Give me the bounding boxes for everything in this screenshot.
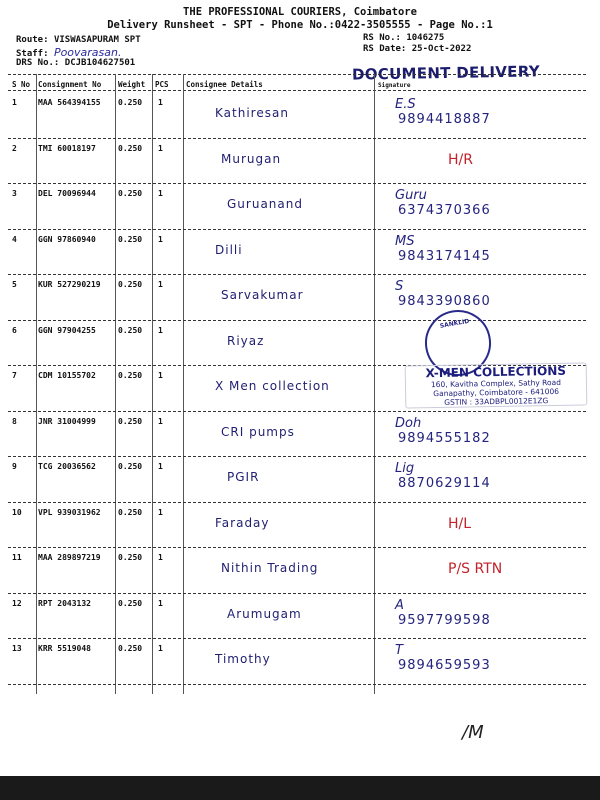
document-delivery-stamp: DOCUMENT DELIVERY <box>351 62 541 84</box>
row-separator <box>8 502 586 503</box>
col-pcs: PCS <box>155 80 169 89</box>
row-separator <box>8 229 586 230</box>
row-consignment-no: RPT 2043132 <box>38 598 91 608</box>
row-consignment-no: MAA 289897219 <box>38 553 101 562</box>
col-divider <box>115 74 116 694</box>
col-divider <box>152 74 153 694</box>
row-weight: 0.250 <box>118 598 143 608</box>
row-sno: 13 <box>12 644 22 653</box>
xmen-stamp-title: X-MEN COLLECTIONS <box>425 363 567 381</box>
row-status-mark: P/S RTN <box>448 561 503 577</box>
row-signature-phone: 8870629114 <box>398 476 491 491</box>
row-weight: 0.250 <box>118 553 143 562</box>
row-sno: 1 <box>12 98 17 107</box>
drs-label: DRS No.: <box>16 58 60 68</box>
row-signature-phone: 9894555182 <box>398 430 491 446</box>
row-sno: 12 <box>12 598 22 608</box>
row-weight: 0.250 <box>118 98 143 107</box>
company-title: THE PROFESSIONAL COURIERS, Coimbatore <box>183 6 417 18</box>
xmen-stamp-gstin: GSTIN : 33ADBPL0012E1ZG <box>444 396 549 407</box>
row-pcs: 1 <box>158 325 163 335</box>
scan-edge <box>0 776 600 800</box>
row-sno: 3 <box>12 189 17 198</box>
col-weight: Weight <box>118 80 146 89</box>
row-pcs: 1 <box>158 98 163 107</box>
row-separator <box>8 456 586 457</box>
row-pcs: 1 <box>158 598 163 608</box>
row-sno: 7 <box>12 371 17 380</box>
row-sno: 4 <box>12 234 17 244</box>
row-pcs: 1 <box>158 553 163 562</box>
row-pcs: 1 <box>158 371 163 380</box>
row-pcs: 1 <box>158 143 163 153</box>
row-sno: 9 <box>12 462 17 471</box>
row-sno: 5 <box>12 280 17 289</box>
row-consignee-name: CRI pumps <box>221 424 295 439</box>
row-signature: T <box>395 643 403 658</box>
row-separator <box>8 593 586 594</box>
row-sno: 8 <box>12 416 17 426</box>
row-sno: 2 <box>12 143 17 153</box>
row-consignment-no: VPL 939031962 <box>38 507 101 517</box>
row-consignment-no: JNR 31004999 <box>38 416 96 426</box>
col-details: Consignee Details <box>186 80 263 89</box>
row-signature-phone: 9843390860 <box>398 294 491 309</box>
row-signature-phone: 9843174145 <box>398 248 491 264</box>
row-pcs: 1 <box>158 644 163 653</box>
row-weight: 0.250 <box>118 416 143 426</box>
row-weight: 0.250 <box>118 325 143 335</box>
col-sno: S No <box>12 80 31 89</box>
row-consignment-no: CDM 10155702 <box>38 371 96 380</box>
row-consignment-no: TMI 60018197 <box>38 143 96 153</box>
col-consignment: Consignment No <box>38 80 102 89</box>
drs-row <box>16 58 135 68</box>
row-weight: 0.250 <box>118 371 143 380</box>
row-status-mark: H/L <box>448 515 472 532</box>
row-signature-phone: 9894418887 <box>398 112 491 127</box>
row-signature: MS <box>395 233 415 249</box>
route-row <box>16 35 141 45</box>
row-weight: 0.250 <box>118 644 143 653</box>
col-divider <box>36 74 37 694</box>
col-signature: Signature <box>378 82 411 89</box>
route-label: Route: <box>16 35 49 45</box>
row-signature-phone: 9894659593 <box>398 658 491 673</box>
row-consignment-no: KUR 527290219 <box>38 280 101 289</box>
row-signature: E.S <box>395 97 416 112</box>
row-consignment-no: KRR 5519048 <box>38 644 91 653</box>
row-weight: 0.250 <box>118 462 143 471</box>
rs-date: RS Date: 25-Oct-2022 <box>363 44 472 54</box>
row-sno: 10 <box>12 507 22 517</box>
row-signature: Doh <box>395 415 422 431</box>
row-pcs: 1 <box>158 189 163 198</box>
row-sno: 11 <box>12 553 22 562</box>
runsheet-subtitle: Delivery Runsheet - SPT - Phone No.:0422-3505555 - Page No.:1 <box>107 19 493 31</box>
row-weight: 0.250 <box>118 143 143 153</box>
rs-number: RS No.: 1046275 <box>363 33 445 43</box>
row-weight: 0.250 <box>118 280 143 289</box>
row-separator <box>8 684 586 685</box>
row-pcs: 1 <box>158 462 163 471</box>
xmen-stamp-address: 160, Kavitha Complex, Sathy Road <box>430 377 562 390</box>
row-weight: 0.250 <box>118 507 143 517</box>
row-consignee-name: PGIR <box>227 470 260 484</box>
row-separator <box>8 411 586 412</box>
route-value: VISWASAPURAM SPT <box>53 35 141 45</box>
row-sno: 6 <box>12 325 17 335</box>
row-consignee-name: Sarvakumar <box>221 288 304 302</box>
row-separator <box>8 138 586 139</box>
col-divider <box>374 74 375 694</box>
row-pcs: 1 <box>158 280 163 289</box>
row-separator <box>8 274 586 275</box>
row-signature: Guru <box>395 188 427 203</box>
row-separator <box>8 183 586 184</box>
row-pcs: 1 <box>158 507 163 517</box>
footer-initial: /M <box>462 722 484 743</box>
seal-text: SANKLID <box>439 317 470 330</box>
row-consignee-name: Guruanand <box>227 197 303 211</box>
row-signature-phone: 6374370366 <box>398 203 491 218</box>
xmen-stamp-city: Ganapathy, Coimbatore - 641006 <box>433 386 560 399</box>
row-consignee-name: Kathiresan <box>215 106 289 120</box>
row-consignee-name: Timothy <box>215 652 271 666</box>
staff-value: Poovarasan. <box>53 46 122 59</box>
row-weight: 0.250 <box>118 189 143 198</box>
row-signature: Lig <box>395 461 415 476</box>
header-bottom-rule <box>8 90 586 91</box>
row-consignment-no: GGN 97860940 <box>38 234 96 244</box>
row-separator <box>8 547 586 548</box>
drs-value: DCJB104627501 <box>64 58 136 68</box>
row-signature: A <box>395 597 404 613</box>
row-consignee-name: Faraday <box>215 515 270 530</box>
row-separator <box>8 320 586 321</box>
row-status-mark: H/R <box>448 151 473 168</box>
xmen-stamp <box>405 362 588 408</box>
row-weight: 0.250 <box>118 234 143 244</box>
row-consignment-no: TCG 20036562 <box>38 462 96 471</box>
row-consignee-name: Riyaz <box>227 333 265 348</box>
row-consignee-name: Dilli <box>215 242 243 257</box>
row-consignee-name: Nithin Trading <box>221 561 319 575</box>
col-divider <box>183 74 184 694</box>
row-separator <box>8 638 586 639</box>
row-consignment-no: DEL 70096944 <box>38 189 96 198</box>
row-consignee-name: Arumugam <box>227 606 302 621</box>
header-top-rule <box>8 74 586 75</box>
row-pcs: 1 <box>158 416 163 426</box>
row-consignee-name: X Men collection <box>215 379 330 393</box>
row-consignment-no: GGN 97904255 <box>38 325 96 335</box>
row-consignee-name: Murugan <box>221 151 282 166</box>
row-pcs: 1 <box>158 234 163 244</box>
row-signature: S <box>395 279 404 294</box>
row-consignment-no: MAA 564394155 <box>38 98 101 107</box>
staff-label: Staff: <box>16 49 49 59</box>
row-signature-phone: 9597799598 <box>398 612 491 628</box>
